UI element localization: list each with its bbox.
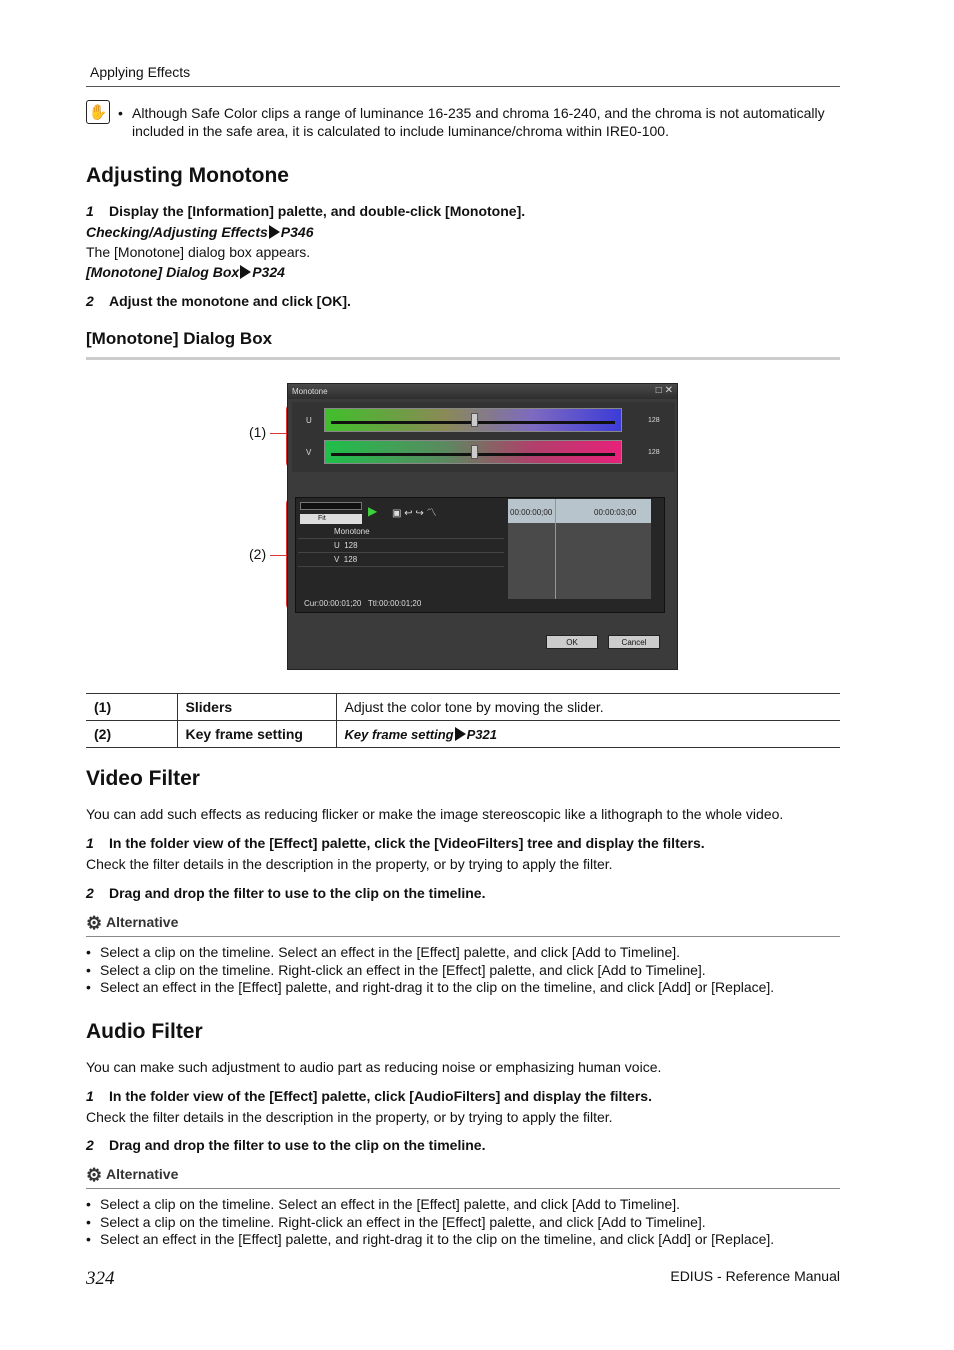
note-hand-icon: ✋ [86, 100, 110, 124]
callout-label-2: (2) [249, 546, 267, 562]
arrow-right-icon [240, 265, 251, 279]
running-header: Applying Effects [90, 64, 191, 80]
table-row: (2) Key frame setting Key frame setting P321 [86, 721, 840, 748]
keyframe-tools-icons[interactable]: ▣ ↩ ↪ 〽 [392, 508, 437, 519]
timeline-ruler[interactable]: 00:00:00;00 00:00:03;00 [508, 499, 651, 523]
list-item: • Select a clip on the timeline. Select an effect in the [Effect] palette, and click [Add to Timeline]. [86, 944, 774, 962]
u-slider[interactable] [324, 408, 622, 432]
note: • Although Safe Color clips a range of luminance 16-235 and chroma 16-240, and the chroma is not automatically included in the safe area, it is calculated to include luminance/chroma within IRE0-100. [118, 104, 840, 140]
audio-step-1: 1 In the folder view of the [Effect] palette, click [AudioFilters] and display the filters. [86, 1088, 652, 1104]
u-slider-knob[interactable] [471, 413, 478, 427]
current-time: Cur:00:00:01;20 Ttl:00:00:01;20 [304, 599, 422, 608]
video-bullet-list [86, 944, 774, 997]
table-row: (1) Sliders Adjust the color tone by moving the slider. [86, 694, 840, 721]
ok-button[interactable]: OK [546, 635, 598, 649]
ref-link-keyframe: Key frame setting P321 [344, 727, 497, 742]
audio-bullet-list [86, 1196, 774, 1249]
callout-label-1: (1) [249, 424, 267, 440]
u-value: 128 [648, 417, 660, 424]
list-item: • Select a clip on the timeline. Right-click an effect in the [Effect] palette, and click [Add to Timeline]. [86, 1214, 774, 1232]
arrow-right-icon [455, 727, 466, 741]
arrow-right-icon [269, 225, 280, 239]
step-1: 1 Display the [Information] palette, and double-click [Monotone]. [86, 203, 526, 219]
zoom-bar[interactable] [300, 502, 362, 510]
list-item: • Select a clip on the timeline. Right-click an effect in the [Effect] palette, and click [Add to Timeline]. [86, 962, 774, 980]
callout-table [86, 693, 840, 748]
keyframe-tree [298, 525, 504, 585]
video-intro: You can add such effects as reducing flicker or make the image stereoscopic like a lithograph to the whole video. [86, 806, 784, 822]
timeline-cursor[interactable] [555, 499, 556, 599]
keyframe-panel [295, 497, 665, 613]
subsection-title-dialog: [Monotone] Dialog Box [86, 329, 273, 348]
ref-link-checking[interactable]: Checking/Adjusting Effects P346 [86, 224, 314, 240]
dialog-close-icon[interactable]: □ ✕ [655, 385, 673, 396]
page-number: 324 [86, 1268, 115, 1289]
ref-link-dialog[interactable]: [Monotone] Dialog Box P324 [86, 264, 285, 280]
list-item: • Select an effect in the [Effect] palette, and right-drag it to the clip on the timeline, and click [Add] or [Replace]. [86, 1231, 774, 1249]
zoom-select[interactable]: Fit [300, 514, 362, 524]
video-alternative: ⚙ Alternative [86, 913, 179, 933]
list-item: • Select an effect in the [Effect] palette, and right-drag it to the clip on the timeline, and click [Add] or [Replace]. [86, 979, 774, 997]
dialog-title: Monotone [288, 384, 677, 399]
v-slider[interactable] [324, 440, 622, 464]
note-text: Although Safe Color clips a range of luminance 16-235 and chroma 16-240, and the chroma is not automatically included in the safe area, it is calculated to include luminance/chroma within IRE0-100. [132, 105, 825, 139]
tree-row-monotone[interactable]: Monotone [298, 525, 504, 539]
list-item: • Select a clip on the timeline. Select an effect in the [Effect] palette, and click [Add to Timeline]. [86, 1196, 774, 1214]
audio-alternative: ⚙ Alternative [86, 1165, 179, 1185]
subsection-rule [86, 357, 840, 360]
tree-row-u[interactable]: U 128 [298, 539, 504, 553]
gear-icon: ⚙ [86, 1165, 103, 1185]
slider-panel [292, 402, 675, 472]
monotone-dialog [287, 383, 678, 670]
video-step-2: 2 Drag and drop the filter to use to the clip on the timeline. [86, 885, 486, 901]
section-title-monotone: Adjusting Monotone [86, 164, 289, 187]
audio-intro: You can make such adjustment to audio part as reducing noise or emphasizing human voice. [86, 1059, 662, 1075]
video-step-1: 1 In the folder view of the [Effect] palette, click the [VideoFilters] tree and display the filters. [86, 835, 705, 851]
v-value: 128 [648, 449, 660, 456]
section-title-video: Video Filter [86, 767, 200, 790]
v-label: V [306, 448, 312, 457]
cancel-button[interactable]: Cancel [608, 635, 660, 649]
step-1-text: The [Monotone] dialog box appears. [86, 244, 311, 260]
video-step-1-text: Check the filter details in the description in the property, or by trying to apply the filter. [86, 856, 613, 872]
u-label: U [306, 416, 312, 425]
keyframe-timeline[interactable] [508, 499, 651, 599]
audio-step-2: 2 Drag and drop the filter to use to the clip on the timeline. [86, 1137, 486, 1153]
play-icon[interactable]: ▶ [368, 504, 378, 518]
section-title-audio: Audio Filter [86, 1020, 203, 1043]
header-rule [86, 86, 840, 87]
audio-step-1-text: Check the filter details in the description in the property, or by trying to apply the filter. [86, 1109, 613, 1125]
gear-icon: ⚙ [86, 913, 103, 933]
step-2: 2 Adjust the monotone and click [OK]. [86, 293, 351, 309]
footer-title: EDIUS - Reference Manual [670, 1268, 840, 1284]
v-slider-knob[interactable] [471, 445, 478, 459]
tree-row-v[interactable]: V 128 [298, 553, 504, 567]
